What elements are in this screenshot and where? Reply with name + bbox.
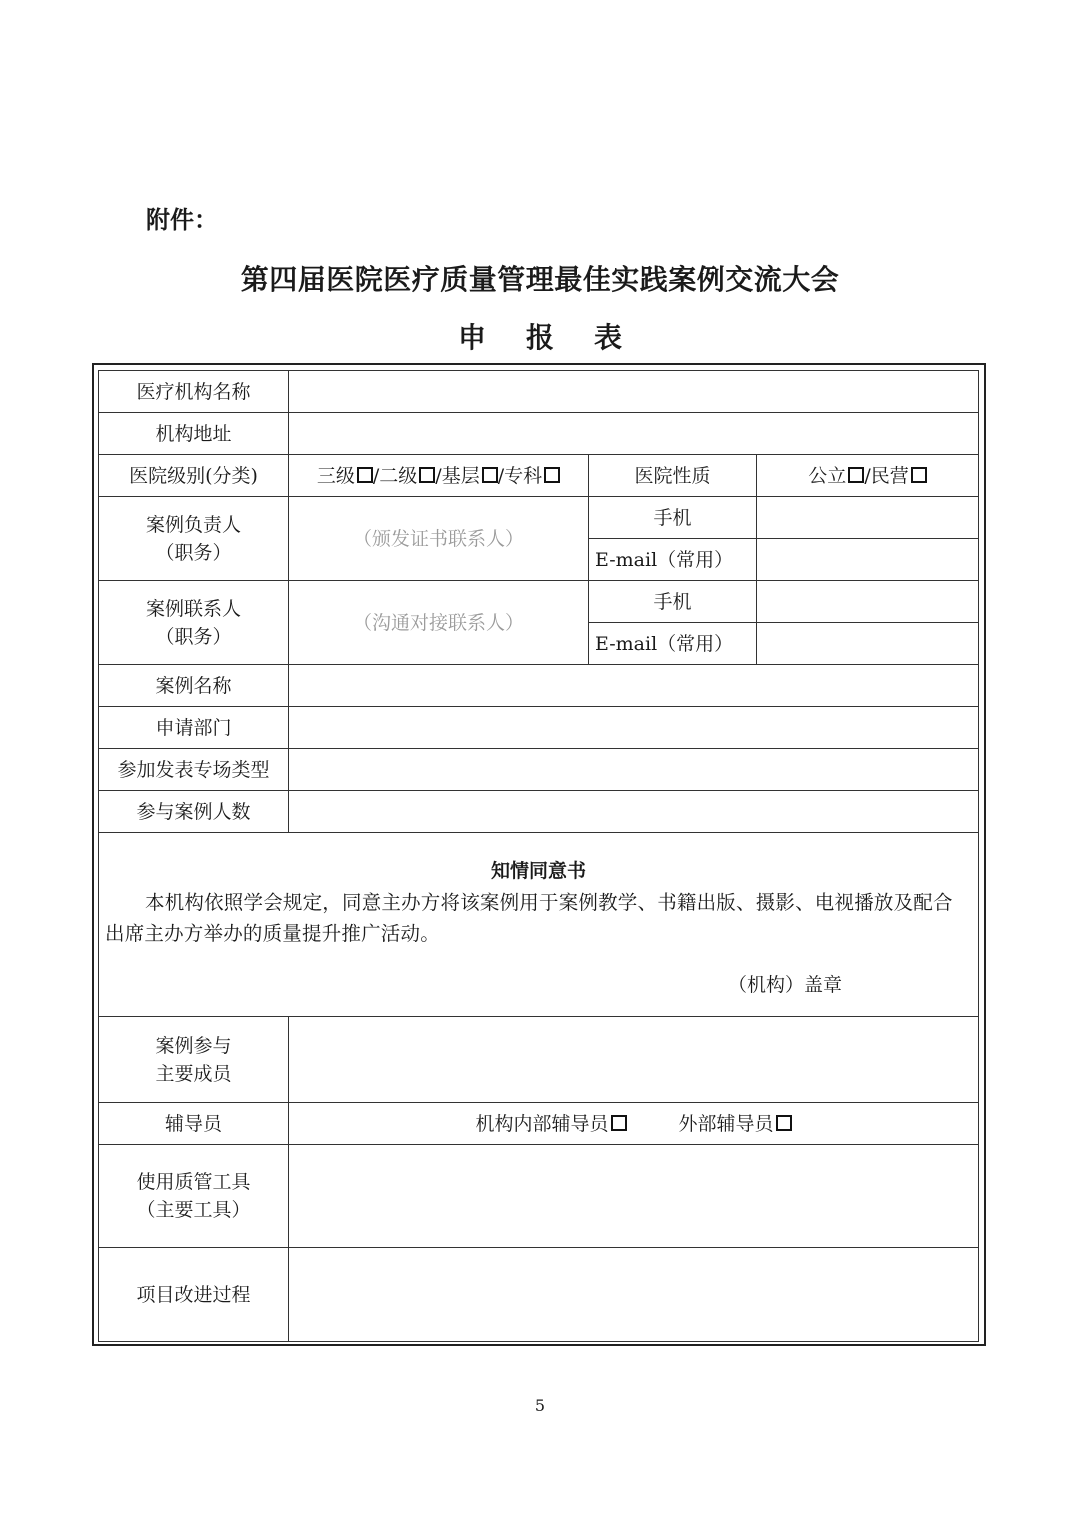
- nature-option-label: /民营: [864, 464, 909, 487]
- label-leader-phone: 手机: [589, 497, 757, 539]
- label-institution-name: 医疗机构名称: [99, 371, 289, 413]
- case-leader-field[interactable]: （颁发证书联系人）: [289, 497, 589, 581]
- label-contact-phone: 手机: [589, 581, 757, 623]
- institution-address-field[interactable]: [289, 413, 979, 455]
- case-name-field[interactable]: [289, 665, 979, 707]
- level-option-label: /二级: [372, 464, 418, 487]
- level-option-label: /基层: [435, 464, 480, 487]
- label-leader-email: E-mail（常用）: [589, 539, 757, 581]
- session-type-field[interactable]: [289, 749, 979, 791]
- process-field[interactable]: [289, 1248, 979, 1342]
- application-form: [98, 370, 979, 1342]
- subtitle-char: 申: [457, 321, 486, 354]
- tutor-option-label: 机构内部辅导员: [475, 1112, 609, 1135]
- label-tutor: 辅导员: [99, 1103, 289, 1145]
- tools-line: （主要工具）: [136, 1199, 251, 1221]
- consent-text: 本机构依照学会规定，同意主办方将该案例用于案例教学、书籍出版、摄影、电视播放及配合出席主办方举办的质量提升推广活动。: [105, 891, 953, 945]
- document-subtitle: [0, 316, 1080, 356]
- label-session-type: 参加发表专场类型: [99, 749, 289, 791]
- case-leader-line: （职务）: [155, 541, 232, 564]
- label-case-contact: [99, 581, 289, 665]
- members-field[interactable]: [289, 1017, 979, 1103]
- attachment-label: 附件：: [146, 206, 218, 234]
- level-option-label: /专科: [497, 464, 543, 487]
- checkbox-internal-tutor[interactable]: [611, 1115, 627, 1131]
- hospital-level-options: [289, 455, 589, 497]
- label-participants: 参与案例人数: [99, 791, 289, 833]
- tutor-option-label: 外部辅导员: [678, 1112, 774, 1135]
- page-number: 5: [534, 1396, 546, 1415]
- label-case-leader: [99, 497, 289, 581]
- case-leader-line: 案例负责人: [145, 513, 241, 536]
- label-case-name: 案例名称: [99, 665, 289, 707]
- subtitle-char: 报: [525, 321, 554, 354]
- case-contact-field[interactable]: （沟通对接联系人）: [289, 581, 589, 665]
- tools-field[interactable]: [289, 1145, 979, 1248]
- checkbox-level-primary[interactable]: [482, 467, 498, 483]
- document-title: 第四届医院医疗质量管理最佳实践案例交流大会: [240, 263, 840, 296]
- case-contact-line: 案例联系人: [145, 597, 241, 620]
- case-contact-line: （职务）: [155, 625, 232, 648]
- label-tools: [99, 1145, 289, 1248]
- label-contact-email: E-mail（常用）: [589, 623, 757, 665]
- participants-field[interactable]: [289, 791, 979, 833]
- label-hospital-level: 医院级别(分类): [99, 455, 289, 497]
- checkbox-level-3[interactable]: [357, 467, 373, 483]
- institution-name-field[interactable]: [289, 371, 979, 413]
- subtitle-char: 表: [594, 321, 623, 354]
- seal-label: （机构）盖章: [728, 974, 843, 996]
- label-hospital-nature: 医院性质: [589, 455, 757, 497]
- checkbox-level-2[interactable]: [419, 467, 435, 483]
- leader-email-field[interactable]: [757, 539, 979, 581]
- checkbox-public[interactable]: [848, 467, 864, 483]
- tools-line: 使用质管工具: [136, 1171, 251, 1193]
- checkbox-private[interactable]: [911, 467, 927, 483]
- contact-phone-field[interactable]: [757, 581, 979, 623]
- label-process: 项目改进过程: [99, 1248, 289, 1342]
- members-line: 案例参与: [155, 1034, 232, 1057]
- leader-phone-field[interactable]: [757, 497, 979, 539]
- label-members: [99, 1017, 289, 1103]
- hospital-nature-options: [757, 455, 979, 497]
- department-field[interactable]: [289, 707, 979, 749]
- label-department: 申请部门: [99, 707, 289, 749]
- checkbox-external-tutor[interactable]: [776, 1115, 792, 1131]
- consent-section: [99, 833, 979, 1017]
- label-institution-address: 机构地址: [99, 413, 289, 455]
- level-option-label: 三级: [316, 464, 355, 487]
- consent-title: 知情同意书: [491, 860, 587, 882]
- tutor-options: [289, 1103, 979, 1145]
- members-line: 主要成员: [155, 1062, 232, 1085]
- checkbox-level-specialty[interactable]: [544, 467, 560, 483]
- contact-email-field[interactable]: [757, 623, 979, 665]
- nature-option-label: 公立: [808, 464, 847, 487]
